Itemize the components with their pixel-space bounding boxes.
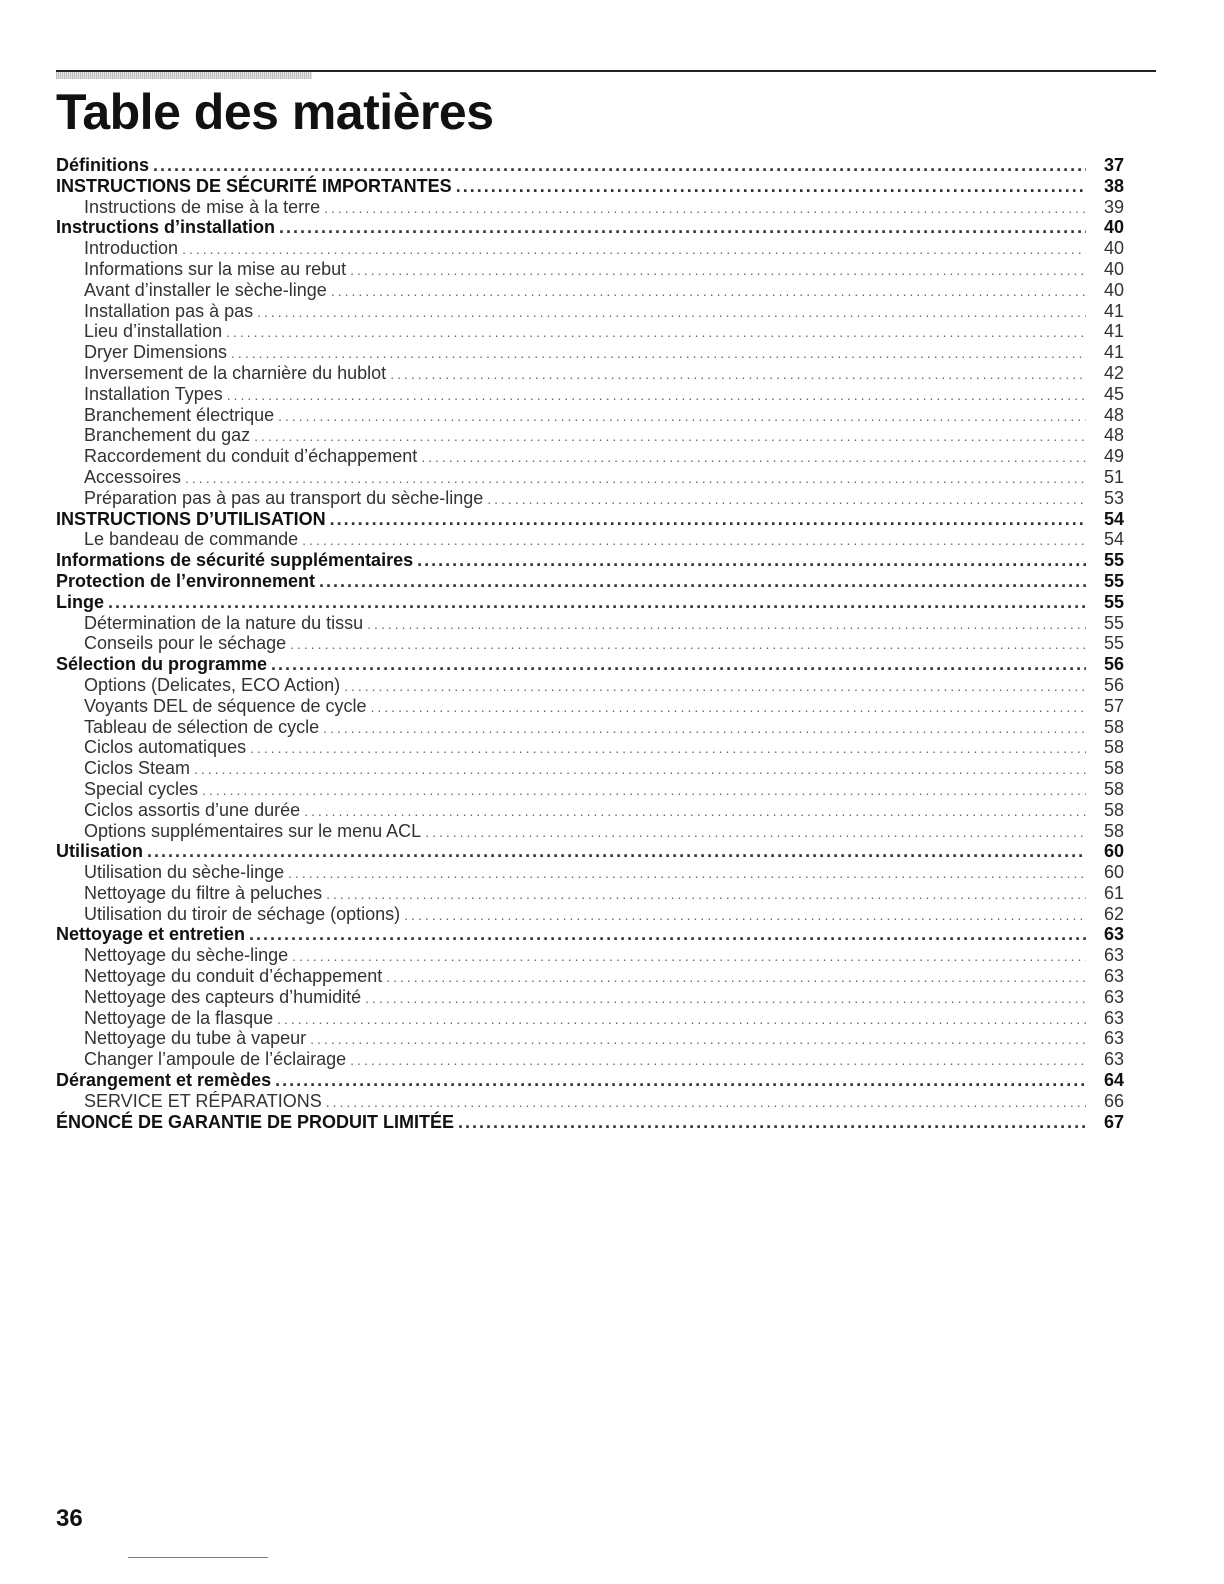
- toc-entry[interactable]: [56, 800, 1125, 821]
- toc-leader-dots: [425, 822, 1086, 843]
- toc-leader-dots: [290, 634, 1086, 655]
- toc-leader-dots: [319, 571, 1086, 592]
- toc-leader-dots: [182, 239, 1086, 260]
- toc-leader-dots: [331, 281, 1086, 302]
- toc-entry[interactable]: [56, 613, 1125, 634]
- toc-leader-dots: [254, 426, 1086, 447]
- toc-entry-page: 58: [1103, 778, 1124, 799]
- toc-entry[interactable]: [56, 883, 1125, 904]
- toc-leader-dots: [278, 406, 1086, 427]
- header-shade-bar: [56, 72, 312, 79]
- toc-leader-dots: [153, 155, 1086, 176]
- toc-entry[interactable]: [56, 446, 1125, 467]
- toc-entry[interactable]: [56, 966, 1125, 987]
- toc-entry-page: 60: [1103, 841, 1124, 862]
- toc-entry-page: 45: [1103, 383, 1124, 404]
- toc-leader-dots: [330, 509, 1086, 530]
- toc-entry[interactable]: [56, 675, 1125, 696]
- toc-entry-page: 54: [1103, 508, 1124, 529]
- toc-entry[interactable]: [56, 987, 1125, 1008]
- toc-entry-page: 63: [1103, 945, 1124, 966]
- toc-entry-label: Linge: [56, 591, 104, 612]
- toc-entry-page: 55: [1103, 633, 1124, 654]
- toc-entry-label: Nettoyage et entretien: [56, 924, 246, 945]
- toc-leader-dots: [226, 322, 1086, 343]
- toc-entry-label: Ciclos automatiques: [84, 737, 247, 758]
- toc-entry-page: 63: [1103, 986, 1124, 1007]
- toc-leader-dots: [371, 697, 1086, 718]
- toc-entry[interactable]: [56, 737, 1125, 758]
- toc-entry-page: 63: [1103, 1028, 1124, 1049]
- toc-entry-label: Nettoyage du filtre à peluches: [84, 882, 323, 903]
- toc-entry[interactable]: [56, 1028, 1125, 1049]
- toc-entry-page: 55: [1103, 612, 1124, 633]
- toc-entry[interactable]: [56, 592, 1125, 613]
- toc-entry-page: 61: [1103, 882, 1124, 903]
- bottom-line: [128, 1557, 268, 1558]
- toc-entry[interactable]: [56, 342, 1125, 363]
- toc-leader-dots: [326, 1092, 1086, 1113]
- toc-entry-page: 63: [1103, 1007, 1124, 1028]
- toc-entry[interactable]: [56, 301, 1125, 322]
- toc-entry-label: Nettoyage du conduit d’échappement: [84, 966, 383, 987]
- toc-entry[interactable]: [56, 321, 1125, 342]
- toc-entry-page: 62: [1103, 903, 1124, 924]
- toc-leader-dots: [250, 738, 1086, 759]
- toc-entry[interactable]: [56, 176, 1125, 197]
- toc-entry[interactable]: [56, 509, 1125, 530]
- toc-leader-dots: [390, 364, 1086, 385]
- toc-entry-page: 55: [1103, 550, 1124, 571]
- toc-entry-label: Sélection du programme: [56, 654, 268, 675]
- toc-entry-page: 49: [1103, 446, 1124, 467]
- toc-entry-page: 64: [1103, 1070, 1124, 1091]
- toc-entry[interactable]: [56, 1091, 1125, 1112]
- toc-entry-label: Utilisation du tiroir de séchage (options): [84, 903, 401, 924]
- toc-entry-page: 38: [1103, 175, 1124, 196]
- toc-entry-page: 40: [1103, 217, 1124, 238]
- toc-leader-dots: [367, 614, 1086, 635]
- toc-leader-dots: [271, 654, 1086, 675]
- toc-entry-label: Le bandeau de commande: [84, 529, 299, 550]
- toc-leader-dots: [227, 385, 1086, 406]
- toc-entry-label: Protection de l’environnement: [56, 570, 316, 591]
- toc-leader-dots: [279, 217, 1086, 238]
- toc-leader-dots: [249, 924, 1086, 945]
- toc-entry-label: Raccordement du conduit d’échappement: [84, 446, 418, 467]
- toc-entry-page: 51: [1103, 466, 1124, 487]
- toc-entry[interactable]: [56, 1112, 1125, 1133]
- toc-entry-label: Dérangement et remèdes: [56, 1070, 272, 1091]
- toc-leader-dots: [365, 988, 1086, 1009]
- toc-leader-dots: [310, 1029, 1086, 1050]
- toc-leader-dots: [417, 550, 1086, 571]
- toc-leader-dots: [257, 302, 1086, 323]
- toc-entry-page: 55: [1103, 591, 1124, 612]
- toc-entry-label: Avant d’installer le sèche-linge: [84, 279, 327, 300]
- toc-entry-label: Informations sur la mise au rebut: [84, 258, 347, 279]
- toc-entry-page: 58: [1103, 737, 1124, 758]
- toc-leader-dots: [456, 176, 1086, 197]
- toc-entry-label: INSTRUCTIONS D’UTILISATION: [56, 508, 326, 529]
- toc-entry-label: Conseils pour le séchage: [84, 633, 287, 654]
- toc-leader-dots: [231, 343, 1086, 364]
- toc-entry-page: 63: [1103, 924, 1124, 945]
- toc-entry[interactable]: [56, 924, 1125, 945]
- toc-entry-page: 56: [1103, 674, 1124, 695]
- toc-entry-label: Tableau de sélection de cycle: [84, 716, 320, 737]
- toc-entry-label: Introduction: [84, 238, 179, 259]
- toc-entry-label: Ciclos assortis d’une durée: [84, 799, 301, 820]
- toc-entry[interactable]: [56, 1008, 1125, 1029]
- toc-leader-dots: [458, 1112, 1086, 1133]
- toc-entry-page: 41: [1103, 300, 1124, 321]
- toc-entry-page: 56: [1103, 654, 1124, 675]
- toc-entry[interactable]: [56, 1049, 1125, 1070]
- toc-entry[interactable]: [56, 654, 1125, 675]
- toc-entry[interactable]: [56, 717, 1125, 738]
- toc-entry-label: Nettoyage de la flasque: [84, 1007, 274, 1028]
- toc-entry-page: 63: [1103, 1049, 1124, 1070]
- toc-entry-label: Nettoyage des capteurs d’humidité: [84, 986, 362, 1007]
- toc-entry-label: Accessoires: [84, 466, 182, 487]
- toc-leader-dots: [386, 967, 1086, 988]
- toc-entry-page: 41: [1103, 342, 1124, 363]
- toc-entry-label: Utilisation du sèche-linge: [84, 862, 285, 883]
- toc-leader-dots: [350, 1050, 1086, 1071]
- toc-entry-label: INSTRUCTIONS DE SÉCURITÉ IMPORTANTES: [56, 175, 452, 196]
- toc-entry-page: 57: [1103, 695, 1124, 716]
- toc-entry-label: Préparation pas à pas au transport du sèche-linge: [84, 487, 484, 508]
- toc-leader-dots: [202, 780, 1086, 801]
- toc-entry-page: 42: [1103, 362, 1124, 383]
- toc-entry-label: Instructions de mise à la terre: [84, 196, 321, 217]
- toc-leader-dots: [323, 718, 1086, 739]
- toc-entry-page: 66: [1103, 1090, 1124, 1111]
- toc-entry-label: Branchement du gaz: [84, 425, 251, 446]
- page-number: 36: [56, 1505, 83, 1532]
- toc-entry[interactable]: [56, 841, 1125, 862]
- toc-entry-page: 58: [1103, 758, 1124, 779]
- toc-entry-label: Instructions d’installation: [56, 217, 276, 238]
- toc-entry-label: Installation Types: [84, 383, 223, 404]
- toc-entry-page: 40: [1103, 258, 1124, 279]
- toc-entry[interactable]: [56, 155, 1125, 176]
- toc-entry[interactable]: [56, 488, 1125, 509]
- toc-entry-page: 48: [1103, 425, 1124, 446]
- toc-entry[interactable]: [56, 696, 1125, 717]
- toc-entry[interactable]: [56, 425, 1125, 446]
- toc-leader-dots: [288, 863, 1086, 884]
- toc-leader-dots: [275, 1070, 1086, 1091]
- toc-entry[interactable]: [56, 529, 1125, 550]
- toc-entry-page: 58: [1103, 799, 1124, 820]
- toc-entry-label: Voyants DEL de séquence de cycle: [84, 695, 367, 716]
- toc-leader-dots: [292, 946, 1086, 967]
- toc-entry-page: 53: [1103, 487, 1124, 508]
- toc-entry[interactable]: [56, 571, 1125, 592]
- toc-leader-dots: [147, 841, 1086, 862]
- toc-entry-page: 58: [1103, 716, 1124, 737]
- toc-entry-page: 37: [1103, 155, 1124, 175]
- toc-entry[interactable]: [56, 633, 1125, 654]
- toc-leader-dots: [194, 759, 1086, 780]
- toc-entry-label: Nettoyage du sèche-linge: [84, 945, 289, 966]
- toc-entry-page: 41: [1103, 321, 1124, 342]
- toc-leader-dots: [304, 801, 1086, 822]
- toc-leader-dots: [326, 884, 1086, 905]
- toc-leader-dots: [404, 905, 1086, 926]
- toc-entry-label: Détermination de la nature du tissu: [84, 612, 364, 633]
- table-of-contents: [56, 155, 1125, 1132]
- page-title: Table des matières: [56, 84, 494, 140]
- toc-entry-label: Installation pas à pas: [84, 300, 254, 321]
- toc-entry[interactable]: [56, 197, 1125, 218]
- toc-entry-page: 55: [1103, 570, 1124, 591]
- toc-entry[interactable]: [56, 758, 1125, 779]
- toc-entry-page: 39: [1103, 196, 1124, 217]
- toc-leader-dots: [185, 468, 1086, 489]
- toc-entry-label: Nettoyage du tube à vapeur: [84, 1028, 307, 1049]
- toc-entry[interactable]: [56, 280, 1125, 301]
- toc-leader-dots: [108, 592, 1086, 613]
- toc-entry[interactable]: [56, 550, 1125, 571]
- toc-entry-label: Informations de sécurité supplémentaires: [56, 550, 414, 571]
- toc-entry[interactable]: [56, 779, 1125, 800]
- toc-leader-dots: [350, 260, 1086, 281]
- toc-entry-page: 63: [1103, 966, 1124, 987]
- toc-entry[interactable]: [56, 259, 1125, 280]
- toc-entry-label: Ciclos Steam: [84, 758, 191, 779]
- toc-entry[interactable]: [56, 467, 1125, 488]
- toc-entry-page: 40: [1103, 279, 1124, 300]
- toc-entry-page: 54: [1103, 529, 1124, 550]
- toc-leader-dots: [487, 489, 1086, 510]
- toc-entry-page: 40: [1103, 238, 1124, 259]
- toc-entry[interactable]: [56, 904, 1125, 925]
- toc-entry[interactable]: [56, 238, 1125, 259]
- toc-entry-label: Utilisation: [56, 841, 144, 862]
- toc-leader-dots: [277, 1009, 1086, 1030]
- toc-entry[interactable]: [56, 862, 1125, 883]
- toc-entry-label: Inversement de la charnière du hublot: [84, 362, 387, 383]
- toc-entry-label: Dryer Dimensions: [84, 342, 228, 363]
- toc-entry-page: 60: [1103, 862, 1124, 883]
- toc-entry-label: SERVICE ET RÉPARATIONS: [84, 1090, 322, 1111]
- toc-entry-label: Special cycles: [84, 778, 199, 799]
- toc-entry[interactable]: [56, 363, 1125, 384]
- toc-entry-label: Définitions: [56, 155, 149, 175]
- toc-entry[interactable]: [56, 821, 1125, 842]
- toc-entry-page: 48: [1103, 404, 1124, 425]
- toc-leader-dots: [421, 447, 1086, 468]
- toc-entry-label: ÉNONCÉ DE GARANTIE DE PRODUIT LIMITÉE: [56, 1111, 455, 1132]
- toc-entry[interactable]: [56, 217, 1125, 238]
- toc-entry-label: Changer l’ampoule de l’éclairage: [84, 1049, 347, 1070]
- toc-entry-label: Options (Delicates, ECO Action): [84, 674, 341, 695]
- toc-entry[interactable]: [56, 945, 1125, 966]
- toc-entry-page: 58: [1103, 820, 1124, 841]
- toc-entry[interactable]: [56, 384, 1125, 405]
- toc-leader-dots: [344, 676, 1086, 697]
- toc-entry-label: Branchement électrique: [84, 404, 275, 425]
- toc-leader-dots: [302, 530, 1086, 551]
- toc-entry[interactable]: [56, 405, 1125, 426]
- toc-entry-page: 67: [1103, 1111, 1124, 1132]
- toc-leader-dots: [324, 198, 1086, 219]
- toc-entry[interactable]: [56, 1070, 1125, 1091]
- toc-entry-label: Options supplémentaires sur le menu ACL: [84, 820, 422, 841]
- toc-entry-label: Lieu d’installation: [84, 321, 223, 342]
